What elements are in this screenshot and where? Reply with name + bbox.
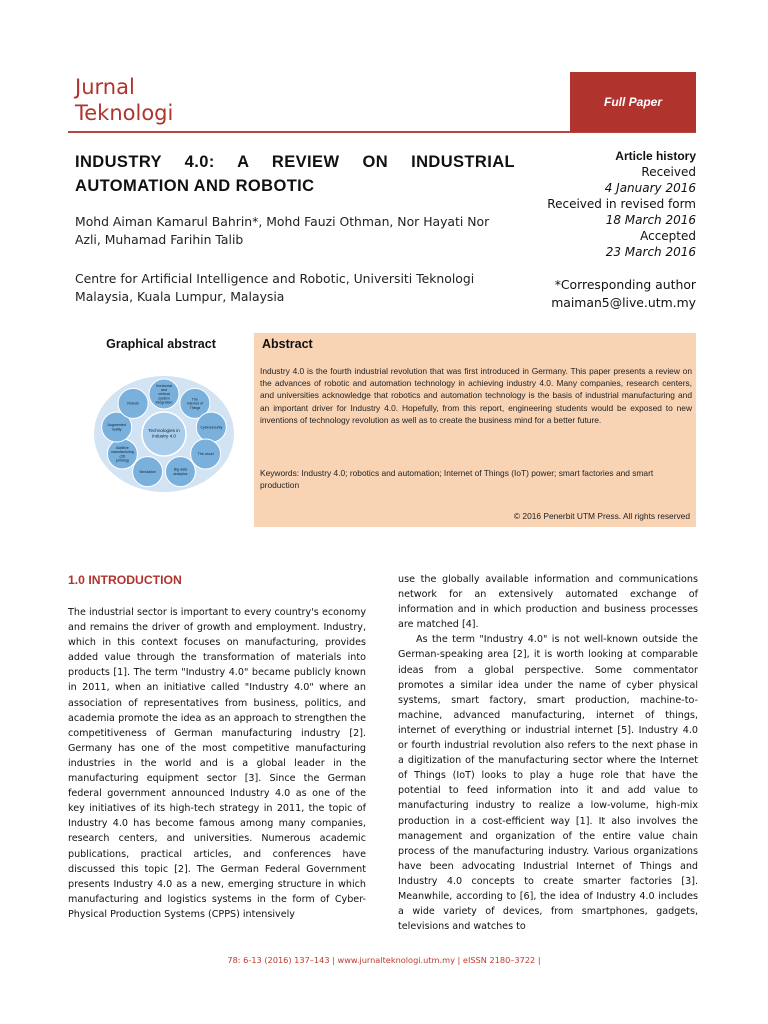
node-label-line: Big data: [173, 467, 187, 472]
abstract-keywords: Keywords: Industry 4.0; robotics and automation; Internet of Things (IoT) power; smart factories and smart production: [260, 468, 654, 491]
diagram-node-label: [127, 402, 139, 406]
footer-citation: 78: 6-13 (2016) 137–143 | www.jurnalteknologi.utm.my | eISSN 2180–3722 |: [227, 955, 541, 965]
received-date: 4 January 2016: [604, 181, 696, 195]
node-label-line: Robots: [127, 401, 139, 406]
title-line1: INDUSTRY 4.0: A REVIEW ON INDUSTRIAL: [75, 153, 515, 171]
node-label-line: Augmented: [107, 423, 126, 428]
node-label-line: manufacturing: [111, 450, 134, 455]
paper-title: [75, 150, 515, 198]
node-label-line: Horizontal: [155, 383, 173, 388]
revised-date: 18 March 2016: [605, 213, 696, 227]
graphical-abstract-diagram: [88, 368, 240, 498]
accepted-label: Accepted: [640, 229, 696, 243]
diagram-node-label: [173, 468, 187, 476]
node-label-line: Additive: [116, 445, 129, 450]
accepted-date: 23 March 2016: [605, 245, 696, 259]
journal-logo: [75, 74, 173, 126]
node-label-line: Internet of: [186, 401, 203, 406]
corresponding-email[interactable]: maiman5@live.utm.my: [551, 295, 696, 310]
corresponding-author: [520, 276, 696, 312]
copyright: © 2016 Penerbit UTM Press. All rights reserved: [513, 511, 690, 521]
node-label-line: (3D: [119, 454, 126, 459]
node-label-line: integration: [155, 400, 173, 405]
node-label-line: The cloud: [197, 452, 214, 457]
node-label-line: Simulation: [139, 469, 156, 474]
section-heading: 1.0 INTRODUCTION: [68, 573, 182, 587]
history-heading: Article history: [615, 149, 696, 163]
abstract-title: Abstract: [262, 337, 313, 351]
received-label: Received: [641, 165, 696, 179]
body-column-left: [68, 605, 366, 922]
node-label-line: system: [158, 396, 170, 401]
node-label-line: vertical: [158, 392, 170, 397]
journal-name-line2: Teknologi: [75, 101, 174, 125]
diagram-node-label: [139, 470, 156, 474]
node-label-line: analytics: [173, 471, 188, 476]
node-label-line: printing): [115, 458, 129, 463]
node-label-line: reality: [111, 427, 122, 432]
corresponding-label: *Corresponding author: [554, 277, 696, 292]
diagram-node-label: [200, 425, 222, 429]
graphical-abstract-title: Graphical abstract: [106, 337, 216, 351]
center-label-line2: Industry 4.0: [151, 433, 177, 439]
article-history: [520, 148, 696, 260]
title-line2: AUTOMATION AND ROBOTIC: [75, 177, 315, 195]
authors: Mohd Aiman Kamarul Bahrin*, Mohd Fauzi Othman, Nor Hayati Nor Azli, Muhamad Farihin Talib: [75, 214, 490, 247]
node-label-line: and: [161, 388, 167, 392]
diagram-center-label: [148, 428, 180, 439]
diagram-node-label: [198, 452, 214, 456]
journal-name-line1: Jurnal: [75, 75, 135, 99]
body-paragraph: use the globally available information and communications network for an extensively automated exchange of information and in which production and business processes are matched [4].: [398, 574, 698, 631]
body-paragraph: As the term "Industry 4.0" is not well-known outside the German-speaking area [2], it is worth looking at comparable ideas from a global perspective. Some commentator promotes a similar idea under the name of cyber physical systems, smart factory, smart production, machine-to-machine, advanced manufacturing, internet of things, internet of everything or industrial internet [5]. Industry 4.0 or fourth industrial revolution also refers to the next phase in a digitization of the manufacturing sector where the Internet of Things (IoT) looks to play a huge role that have the potential to feed information into it and add value to manufacturing industry to realize a low-volume, high-mix production in a cost-efficient way [1]. It also involves the management and organization of the entire value chain process of the manufacturing industry. Various organizations have been advocating Industrial Internet of Things and Industry 4.0 concepts to create smarter factories [3]. Meanwhile, according to [6], the idea of Industry 4.0 includes a wide variety of devices, from smartphones, gadgets, televisions and watches to: [398, 634, 698, 933]
affiliation: Centre for Artificial Intelligence and Robotic, Universiti Teknologi Malaysia, Kuala Lumpur, Malaysia: [75, 271, 475, 304]
full-paper-badge: Full Paper: [570, 72, 696, 132]
body-paragraph: The industrial sector is important to every country's economy and remains the driver of growth and employment. Industry, which in this context focuses on manufacturing, provides added value through the transformation of materials into products [1]. The term "Industry 4.0" became publicly known in 2011, when an initiative called "Industry 4.0" where an association of representatives from business, politics, and academia promote the idea as an approach to strengthen the competitiveness of German manufacturing industry [2]. Germany has one of the most competitive manufacturing industries in the world and is a global leader in the manufacturing equipment sector [3]. Since the German federal government announced Industry 4.0 as one of the key initiatives of its high-tech strategy in 2011, the topic of Industry 4.0 has become famous among many companies, research centers, and universities. Numerous academic publications, practical articles, and conferences have discussed this topic [2]. The German Federal Government presents Industry 4.0 as a new, emerging structure in which manufacturing and logistics systems in the form of Cyber-Physical Production Systems (CPPS) intensively: [68, 607, 366, 920]
node-label-line: Things: [189, 405, 201, 410]
abstract-box: [254, 333, 696, 527]
abstract-text: Industry 4.0 is the fourth industrial revolution that was first introduced in Germany. This paper presents a review on the advances of robotic and automation technology in achieving industry 4.0. Many companies, research centers, and universities acknowledge that robotics and automation technology is the basis of industrial manufacturing and an important driver for Industry 4.0. Hopefully, from this report, engineering students would be exposed to new inventions of technology revolution as well as to create the business mind for a better future.: [260, 366, 692, 425]
node-label-line: Cybersecurity: [200, 425, 223, 430]
body-column-right: [398, 572, 698, 934]
revised-label: Received in revised form: [547, 197, 696, 211]
center-label-line1: Technologies in: [148, 428, 180, 433]
node-label-line: The: [191, 397, 199, 402]
